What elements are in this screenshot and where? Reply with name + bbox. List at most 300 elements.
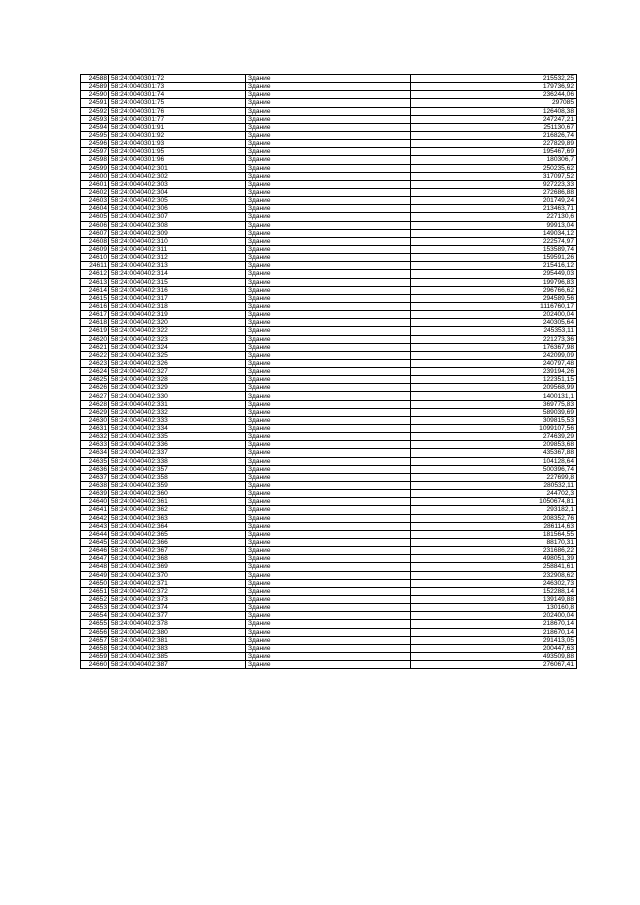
cadastral-value-cell: 88170,31: [411, 539, 577, 547]
row-number-cell: 24640: [81, 498, 109, 506]
object-type-cell: Здание: [246, 408, 411, 416]
object-type-cell: Здание: [246, 319, 411, 327]
cadastral-value-cell: 242099,09: [411, 351, 577, 359]
table-row: [81, 400, 577, 408]
cadastral-value-cell: 180306,7: [411, 156, 577, 164]
row-number-cell: 24597: [81, 148, 109, 156]
cadastral-number-cell: 58:24:0040402:371: [109, 579, 246, 587]
object-type-cell: Здание: [246, 571, 411, 579]
cadastral-value-cell: 239194,26: [411, 368, 577, 376]
object-type-cell: Здание: [246, 164, 411, 172]
object-type-cell: Здание: [246, 262, 411, 270]
table-row: [81, 620, 577, 628]
cadastral-number-cell: 58:24:0040301:95: [109, 148, 246, 156]
cadastral-value-cell: 139149,88: [411, 596, 577, 604]
cadastral-number-cell: 58:24:0040402:361: [109, 498, 246, 506]
cadastral-number-cell: 58:24:0040301:76: [109, 107, 246, 115]
row-number-cell: 24639: [81, 490, 109, 498]
cadastral-number-cell: 58:24:0040402:365: [109, 530, 246, 538]
cadastral-value-cell: 104128,64: [411, 457, 577, 465]
row-number-cell: 24630: [81, 416, 109, 424]
row-number-cell: 24658: [81, 644, 109, 652]
row-number-cell: 24593: [81, 115, 109, 123]
cadastral-value-cell: 200447,63: [411, 644, 577, 652]
cadastral-value-cell: 153589,74: [411, 245, 577, 253]
cadastral-value-cell: 227829,89: [411, 140, 577, 148]
cadastral-value-cell: 218670,14: [411, 628, 577, 636]
row-number-cell: 24591: [81, 99, 109, 107]
object-type-cell: Здание: [246, 278, 411, 286]
cadastral-value-cell: 201749,24: [411, 197, 577, 205]
cadastral-value-cell: 99913,04: [411, 221, 577, 229]
cadastral-number-cell: 58:24:0040402:380: [109, 628, 246, 636]
row-number-cell: 24616: [81, 302, 109, 310]
object-type-cell: Здание: [246, 587, 411, 595]
cadastral-value-cell: 240305,64: [411, 319, 577, 327]
table-row: [81, 302, 577, 310]
row-number-cell: 24649: [81, 571, 109, 579]
object-type-cell: Здание: [246, 376, 411, 384]
cadastral-number-cell: 58:24:0040402:314: [109, 270, 246, 278]
table-row: [81, 294, 577, 302]
cadastral-value-cell: 1099107,56: [411, 425, 577, 433]
cadastral-number-cell: 58:24:0040402:387: [109, 661, 246, 669]
table-row: [81, 636, 577, 644]
object-type-cell: Здание: [246, 661, 411, 669]
cadastral-value-cell: 149034,12: [411, 229, 577, 237]
table-row: [81, 384, 577, 392]
cadastral-number-cell: 58:24:0040402:383: [109, 644, 246, 652]
cadastral-value-cell: 251130,67: [411, 123, 577, 131]
cadastral-value-table: [80, 74, 577, 669]
object-type-cell: Здание: [246, 359, 411, 367]
cadastral-value-cell: 500396,74: [411, 465, 577, 473]
cadastral-number-cell: 58:24:0040402:357: [109, 465, 246, 473]
table-row: [81, 351, 577, 359]
cadastral-number-cell: 58:24:0040402:367: [109, 547, 246, 555]
row-number-cell: 24608: [81, 237, 109, 245]
object-type-cell: Здание: [246, 254, 411, 262]
cadastral-number-cell: 58:24:0040402:309: [109, 229, 246, 237]
cadastral-number-cell: 58:24:0040402:315: [109, 278, 246, 286]
table-row: [81, 197, 577, 205]
object-type-cell: Здание: [246, 188, 411, 196]
table-row: [81, 229, 577, 237]
cadastral-value-cell: 130160,8: [411, 604, 577, 612]
cadastral-value-cell: 1400131,1: [411, 392, 577, 400]
cadastral-number-cell: 58:24:0040402:325: [109, 351, 246, 359]
row-number-cell: 24623: [81, 359, 109, 367]
cadastral-value-cell: 295449,03: [411, 270, 577, 278]
object-type-cell: Здание: [246, 547, 411, 555]
table-row: [81, 547, 577, 555]
cadastral-value-cell: 286114,63: [411, 522, 577, 530]
object-type-cell: Здание: [246, 180, 411, 188]
row-number-cell: 24655: [81, 620, 109, 628]
object-type-cell: Здание: [246, 506, 411, 514]
table-row: [81, 335, 577, 343]
cadastral-number-cell: 58:24:0040402:332: [109, 408, 246, 416]
row-number-cell: 24656: [81, 628, 109, 636]
cadastral-value-cell: 181564,55: [411, 530, 577, 538]
cadastral-number-cell: 58:24:0040402:373: [109, 596, 246, 604]
table-row: [81, 262, 577, 270]
cadastral-value-cell: 1116760,17: [411, 302, 577, 310]
object-type-cell: Здание: [246, 245, 411, 253]
table-row: [81, 425, 577, 433]
cadastral-value-cell: 272686,88: [411, 188, 577, 196]
table-row: [81, 83, 577, 91]
cadastral-number-cell: 58:24:0040402:377: [109, 612, 246, 620]
cadastral-number-cell: 58:24:0040402:330: [109, 392, 246, 400]
table-row: [81, 245, 577, 253]
object-type-cell: Здание: [246, 115, 411, 123]
cadastral-value-cell: 274639,29: [411, 433, 577, 441]
table-row: [81, 604, 577, 612]
row-number-cell: 24606: [81, 221, 109, 229]
row-number-cell: 24610: [81, 254, 109, 262]
cadastral-number-cell: 58:24:0040402:362: [109, 506, 246, 514]
cadastral-value-cell: 250235,62: [411, 164, 577, 172]
row-number-cell: 24604: [81, 205, 109, 213]
object-type-cell: Здание: [246, 522, 411, 530]
object-type-cell: Здание: [246, 75, 411, 83]
cadastral-number-cell: 58:24:0040402:307: [109, 213, 246, 221]
cadastral-value-cell: 498051,39: [411, 555, 577, 563]
cadastral-value-cell: 213463,71: [411, 205, 577, 213]
object-type-cell: Здание: [246, 636, 411, 644]
object-type-cell: Здание: [246, 343, 411, 351]
cadastral-number-cell: 58:24:0040402:303: [109, 180, 246, 188]
table-row: [81, 99, 577, 107]
cadastral-value-cell: 176367,98: [411, 343, 577, 351]
cadastral-value-cell: 369775,83: [411, 400, 577, 408]
cadastral-value-cell: 126408,38: [411, 107, 577, 115]
row-number-cell: 24594: [81, 123, 109, 131]
cadastral-number-cell: 58:24:0040402:360: [109, 490, 246, 498]
object-type-cell: Здание: [246, 465, 411, 473]
cadastral-number-cell: 58:24:0040301:92: [109, 131, 246, 139]
table-row: [81, 270, 577, 278]
table-row: [81, 359, 577, 367]
cadastral-value-cell: 589039,69: [411, 408, 577, 416]
row-number-cell: 24657: [81, 636, 109, 644]
cadastral-number-cell: 58:24:0040402:336: [109, 441, 246, 449]
cadastral-number-cell: 58:24:0040402:374: [109, 604, 246, 612]
cadastral-number-cell: 58:24:0040402:331: [109, 400, 246, 408]
table-row: [81, 644, 577, 652]
object-type-cell: Здание: [246, 490, 411, 498]
table-row: [81, 539, 577, 547]
object-type-cell: Здание: [246, 482, 411, 490]
row-number-cell: 24660: [81, 661, 109, 669]
row-number-cell: 24631: [81, 425, 109, 433]
object-type-cell: Здание: [246, 579, 411, 587]
cadastral-value-cell: 246302,73: [411, 579, 577, 587]
row-number-cell: 24638: [81, 482, 109, 490]
cadastral-value-cell: 152288,14: [411, 587, 577, 595]
object-type-cell: Здание: [246, 351, 411, 359]
row-number-cell: 24653: [81, 604, 109, 612]
row-number-cell: 24600: [81, 172, 109, 180]
cadastral-value-cell: 493509,88: [411, 652, 577, 660]
row-number-cell: 24635: [81, 457, 109, 465]
object-type-cell: Здание: [246, 400, 411, 408]
object-type-cell: Здание: [246, 302, 411, 310]
object-type-cell: Здание: [246, 433, 411, 441]
row-number-cell: 24659: [81, 652, 109, 660]
cadastral-value-cell: 1050674,81: [411, 498, 577, 506]
table-row: [81, 628, 577, 636]
object-type-cell: Здание: [246, 91, 411, 99]
cadastral-number-cell: 58:24:0040402:337: [109, 449, 246, 457]
cadastral-number-cell: 58:24:0040402:363: [109, 514, 246, 522]
row-number-cell: 24613: [81, 278, 109, 286]
table-row: [81, 164, 577, 172]
row-number-cell: 24650: [81, 579, 109, 587]
cadastral-number-cell: 58:24:0040402:328: [109, 376, 246, 384]
object-type-cell: Здание: [246, 83, 411, 91]
table-row: [81, 286, 577, 294]
row-number-cell: 24633: [81, 441, 109, 449]
table-row: [81, 75, 577, 83]
row-number-cell: 24627: [81, 392, 109, 400]
cadastral-number-cell: 58:24:0040402:304: [109, 188, 246, 196]
table-row: [81, 131, 577, 139]
cadastral-number-cell: 58:24:0040402:317: [109, 294, 246, 302]
cadastral-number-cell: 58:24:0040402:327: [109, 368, 246, 376]
table-row: [81, 498, 577, 506]
object-type-cell: Здание: [246, 123, 411, 131]
row-number-cell: 24601: [81, 180, 109, 188]
table-row: [81, 596, 577, 604]
row-number-cell: 24618: [81, 319, 109, 327]
row-number-cell: 24651: [81, 587, 109, 595]
table-row: [81, 652, 577, 660]
row-number-cell: 24589: [81, 83, 109, 91]
cadastral-value-cell: 296766,62: [411, 286, 577, 294]
cadastral-value-cell: 215532,25: [411, 75, 577, 83]
object-type-cell: Здание: [246, 514, 411, 522]
object-type-cell: Здание: [246, 148, 411, 156]
table-row: [81, 91, 577, 99]
object-type-cell: Здание: [246, 368, 411, 376]
cadastral-value-cell: 227699,8: [411, 473, 577, 481]
object-type-cell: Здание: [246, 596, 411, 604]
table-row: [81, 482, 577, 490]
table-row: [81, 376, 577, 384]
table-row: [81, 530, 577, 538]
cadastral-value-cell: 245353,11: [411, 327, 577, 335]
object-type-cell: Здание: [246, 229, 411, 237]
cadastral-number-cell: 58:24:0040402:378: [109, 620, 246, 628]
cadastral-value-cell: 276067,41: [411, 661, 577, 669]
object-type-cell: Здание: [246, 416, 411, 424]
cadastral-number-cell: 58:24:0040402:322: [109, 327, 246, 335]
table-row: [81, 522, 577, 530]
row-number-cell: 24617: [81, 311, 109, 319]
cadastral-number-cell: 58:24:0040402:319: [109, 311, 246, 319]
table-row: [81, 416, 577, 424]
table-row: [81, 115, 577, 123]
table-row: [81, 587, 577, 595]
object-type-cell: Здание: [246, 620, 411, 628]
cadastral-value-cell: 195467,69: [411, 148, 577, 156]
table-row: [81, 148, 577, 156]
table-row: [81, 254, 577, 262]
table-row: [81, 205, 577, 213]
table-row: [81, 473, 577, 481]
row-number-cell: 24654: [81, 612, 109, 620]
cadastral-value-cell: 222574,97: [411, 237, 577, 245]
table-row: [81, 408, 577, 416]
object-type-cell: Здание: [246, 563, 411, 571]
row-number-cell: 24605: [81, 213, 109, 221]
row-number-cell: 24643: [81, 522, 109, 530]
table-row: [81, 327, 577, 335]
object-type-cell: Здание: [246, 140, 411, 148]
row-number-cell: 24595: [81, 131, 109, 139]
object-type-cell: Здание: [246, 99, 411, 107]
table-row: [81, 579, 577, 587]
object-type-cell: Здание: [246, 197, 411, 205]
row-number-cell: 24607: [81, 229, 109, 237]
cadastral-value-cell: 209853,68: [411, 441, 577, 449]
cadastral-value-cell: 240797,48: [411, 359, 577, 367]
object-type-cell: Здание: [246, 311, 411, 319]
table-row: [81, 278, 577, 286]
object-type-cell: Здание: [246, 270, 411, 278]
cadastral-value-cell: 435367,88: [411, 449, 577, 457]
row-number-cell: 24611: [81, 262, 109, 270]
cadastral-number-cell: 58:24:0040301:77: [109, 115, 246, 123]
table-row: [81, 563, 577, 571]
object-type-cell: Здание: [246, 425, 411, 433]
object-type-cell: Здание: [246, 172, 411, 180]
table-row: [81, 392, 577, 400]
table-row: [81, 555, 577, 563]
cadastral-value-cell: 215416,12: [411, 262, 577, 270]
cadastral-value-cell: 221273,36: [411, 335, 577, 343]
cadastral-number-cell: 58:24:0040301:75: [109, 99, 246, 107]
object-type-cell: Здание: [246, 384, 411, 392]
cadastral-number-cell: 58:24:0040402:334: [109, 425, 246, 433]
table-row: [81, 156, 577, 164]
cadastral-value-cell: 231686,22: [411, 547, 577, 555]
row-number-cell: 24636: [81, 465, 109, 473]
table-row: [81, 571, 577, 579]
table-row: [81, 213, 577, 221]
cadastral-value-cell: 208352,76: [411, 514, 577, 522]
table-row: [81, 506, 577, 514]
cadastral-value-cell: 294589,56: [411, 294, 577, 302]
table-row: [81, 123, 577, 131]
table-row: [81, 612, 577, 620]
table-row: [81, 433, 577, 441]
object-type-cell: Здание: [246, 221, 411, 229]
cadastral-number-cell: 58:24:0040402:323: [109, 335, 246, 343]
row-number-cell: 24612: [81, 270, 109, 278]
cadastral-number-cell: 58:24:0040402:316: [109, 286, 246, 294]
cadastral-number-cell: 58:24:0040402:329: [109, 384, 246, 392]
table-row: [81, 140, 577, 148]
row-number-cell: 24588: [81, 75, 109, 83]
object-type-cell: Здание: [246, 530, 411, 538]
cadastral-value-cell: 202400,04: [411, 311, 577, 319]
row-number-cell: 24642: [81, 514, 109, 522]
cadastral-value-cell: 309815,53: [411, 416, 577, 424]
object-type-cell: Здание: [246, 237, 411, 245]
cadastral-value-cell: 297085: [411, 99, 577, 107]
cadastral-number-cell: 58:24:0040402:313: [109, 262, 246, 270]
object-type-cell: Здание: [246, 213, 411, 221]
row-number-cell: 24629: [81, 408, 109, 416]
row-number-cell: 24634: [81, 449, 109, 457]
cadastral-value-cell: 236244,06: [411, 91, 577, 99]
row-number-cell: 24599: [81, 164, 109, 172]
table-row: [81, 368, 577, 376]
table-row: [81, 237, 577, 245]
cadastral-value-cell: 199796,83: [411, 278, 577, 286]
row-number-cell: 24632: [81, 433, 109, 441]
object-type-cell: Здание: [246, 286, 411, 294]
table-row: [81, 221, 577, 229]
object-type-cell: Здание: [246, 604, 411, 612]
cadastral-value-cell: 232908,62: [411, 571, 577, 579]
cadastral-value-cell: 280532,11: [411, 482, 577, 490]
row-number-cell: 24620: [81, 335, 109, 343]
cadastral-number-cell: 58:24:0040402:302: [109, 172, 246, 180]
row-number-cell: 24628: [81, 400, 109, 408]
table-row: [81, 661, 577, 669]
object-type-cell: Здание: [246, 107, 411, 115]
cadastral-value-cell: 122351,15: [411, 376, 577, 384]
cadastral-number-cell: 58:24:0040402:318: [109, 302, 246, 310]
object-type-cell: Здание: [246, 457, 411, 465]
row-number-cell: 24626: [81, 384, 109, 392]
cadastral-number-cell: 58:24:0040402:368: [109, 555, 246, 563]
cadastral-number-cell: 58:24:0040402:358: [109, 473, 246, 481]
row-number-cell: 24615: [81, 294, 109, 302]
cadastral-number-cell: 58:24:0040402:320: [109, 319, 246, 327]
cadastral-number-cell: 58:24:0040402:333: [109, 416, 246, 424]
table-row: [81, 311, 577, 319]
cadastral-number-cell: 58:24:0040402:310: [109, 237, 246, 245]
cadastral-value-cell: 159591,26: [411, 254, 577, 262]
cadastral-value-cell: 227130,6: [411, 213, 577, 221]
object-type-cell: Здание: [246, 612, 411, 620]
cadastral-number-cell: 58:24:0040402:335: [109, 433, 246, 441]
cadastral-value-cell: 216826,74: [411, 131, 577, 139]
object-type-cell: Здание: [246, 205, 411, 213]
object-type-cell: Здание: [246, 294, 411, 302]
cadastral-value-cell: 209568,99: [411, 384, 577, 392]
row-number-cell: 24592: [81, 107, 109, 115]
object-type-cell: Здание: [246, 441, 411, 449]
cadastral-value-cell: 218670,14: [411, 620, 577, 628]
row-number-cell: 24624: [81, 368, 109, 376]
cadastral-number-cell: 58:24:0040301:72: [109, 75, 246, 83]
table-row: [81, 343, 577, 351]
cadastral-number-cell: 58:24:0040402:312: [109, 254, 246, 262]
row-number-cell: 24641: [81, 506, 109, 514]
object-type-cell: Здание: [246, 628, 411, 636]
cadastral-number-cell: 58:24:0040301:73: [109, 83, 246, 91]
cadastral-number-cell: 58:24:0040402:372: [109, 587, 246, 595]
row-number-cell: 24609: [81, 245, 109, 253]
cadastral-number-cell: 58:24:0040402:311: [109, 245, 246, 253]
row-number-cell: 24637: [81, 473, 109, 481]
